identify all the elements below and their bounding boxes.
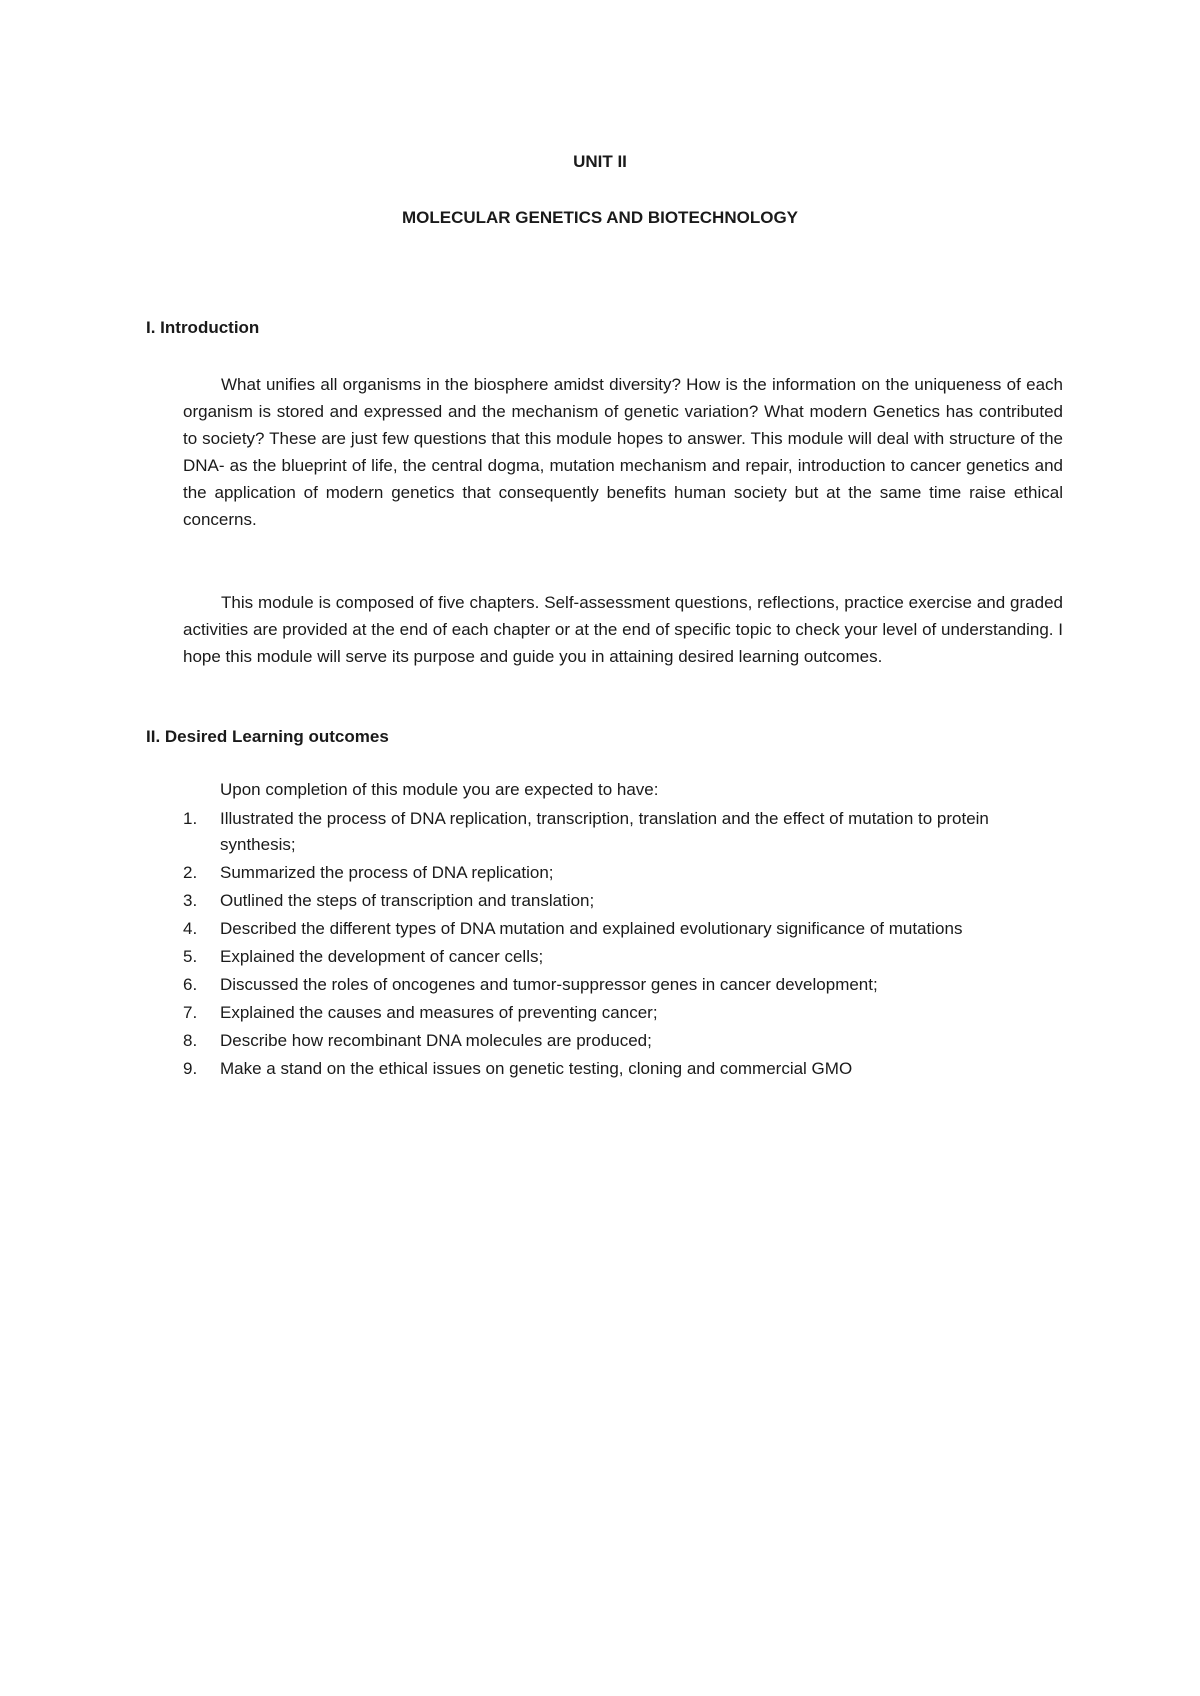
outcome-item: [183, 916, 1063, 942]
outcome-text: Discussed the roles of oncogenes and tumor-suppressor genes in cancer development;: [220, 975, 878, 994]
outcome-text: Summarized the process of DNA replication;: [220, 863, 554, 882]
outcome-number: 6.: [183, 975, 198, 994]
outcome-number: 4.: [183, 919, 198, 938]
introduction-heading: I. Introduction: [146, 318, 260, 337]
introduction-paragraph-1: What unifies all organisms in the biosphere amidst diversity? How is the information on the uniqueness of each organism is stored and expressed and the mechanism of genetic variation? What modern Genetics has contributed to society? These are just few questions that this module hopes to answer. This module will deal with structure of the DNA- as the blueprint of life, the central dogma, mutation mechanism and repair, introduction to cancer genetics and the application of modern genetics that consequently benefits human society but at the same time raise ethical concerns.: [183, 375, 1063, 529]
unit-title: UNIT II: [573, 152, 627, 171]
outcomes-intro: Upon completion of this module you are expected to have:: [220, 780, 659, 799]
introduction-paragraph-2: This module is composed of five chapters. Self-assessment questions, reflections, practice exercise and graded activities are provided at the end of each chapter or at the end of specific topic to check your level of understanding. I hope this module will serve its purpose and guide you in attaining desired learning outcomes.: [183, 593, 1063, 666]
outcome-item: [183, 1056, 1063, 1082]
outcome-item: [183, 944, 1063, 970]
outcome-item: [183, 1000, 1063, 1026]
outcome-item: [183, 972, 1063, 998]
outcomes-list: [183, 806, 1063, 1084]
outcome-text: Outlined the steps of transcription and translation;: [220, 891, 595, 910]
outcome-text: Described the different types of DNA mutation and explained evolutionary significance of mutations: [220, 919, 963, 938]
outcome-number: 7.: [183, 1003, 198, 1022]
outcome-item: [183, 1028, 1063, 1054]
outcome-text: Describe how recombinant DNA molecules are produced;: [220, 1031, 652, 1050]
outcome-number: 5.: [183, 947, 198, 966]
outcome-number: 2.: [183, 863, 198, 882]
outcome-text: Make a stand on the ethical issues on genetic testing, cloning and commercial GMO: [220, 1059, 853, 1078]
outcome-item: [183, 860, 1063, 886]
outcome-item: [183, 888, 1063, 914]
main-title: MOLECULAR GENETICS AND BIOTECHNOLOGY: [401, 208, 799, 227]
outcome-item: [183, 806, 1063, 858]
outcome-number: 8.: [183, 1031, 198, 1050]
outcome-text: Explained the development of cancer cells;: [220, 947, 544, 966]
outcome-text: Illustrated the process of DNA replication, transcription, translation and the effect of mutation to protein synthesis;: [220, 809, 989, 854]
outcome-number: 9.: [183, 1059, 198, 1078]
outcomes-heading: II. Desired Learning outcomes: [146, 727, 389, 746]
outcome-number: 1.: [183, 809, 198, 828]
outcome-number: 3.: [183, 891, 198, 910]
outcome-text: Explained the causes and measures of preventing cancer;: [220, 1003, 658, 1022]
